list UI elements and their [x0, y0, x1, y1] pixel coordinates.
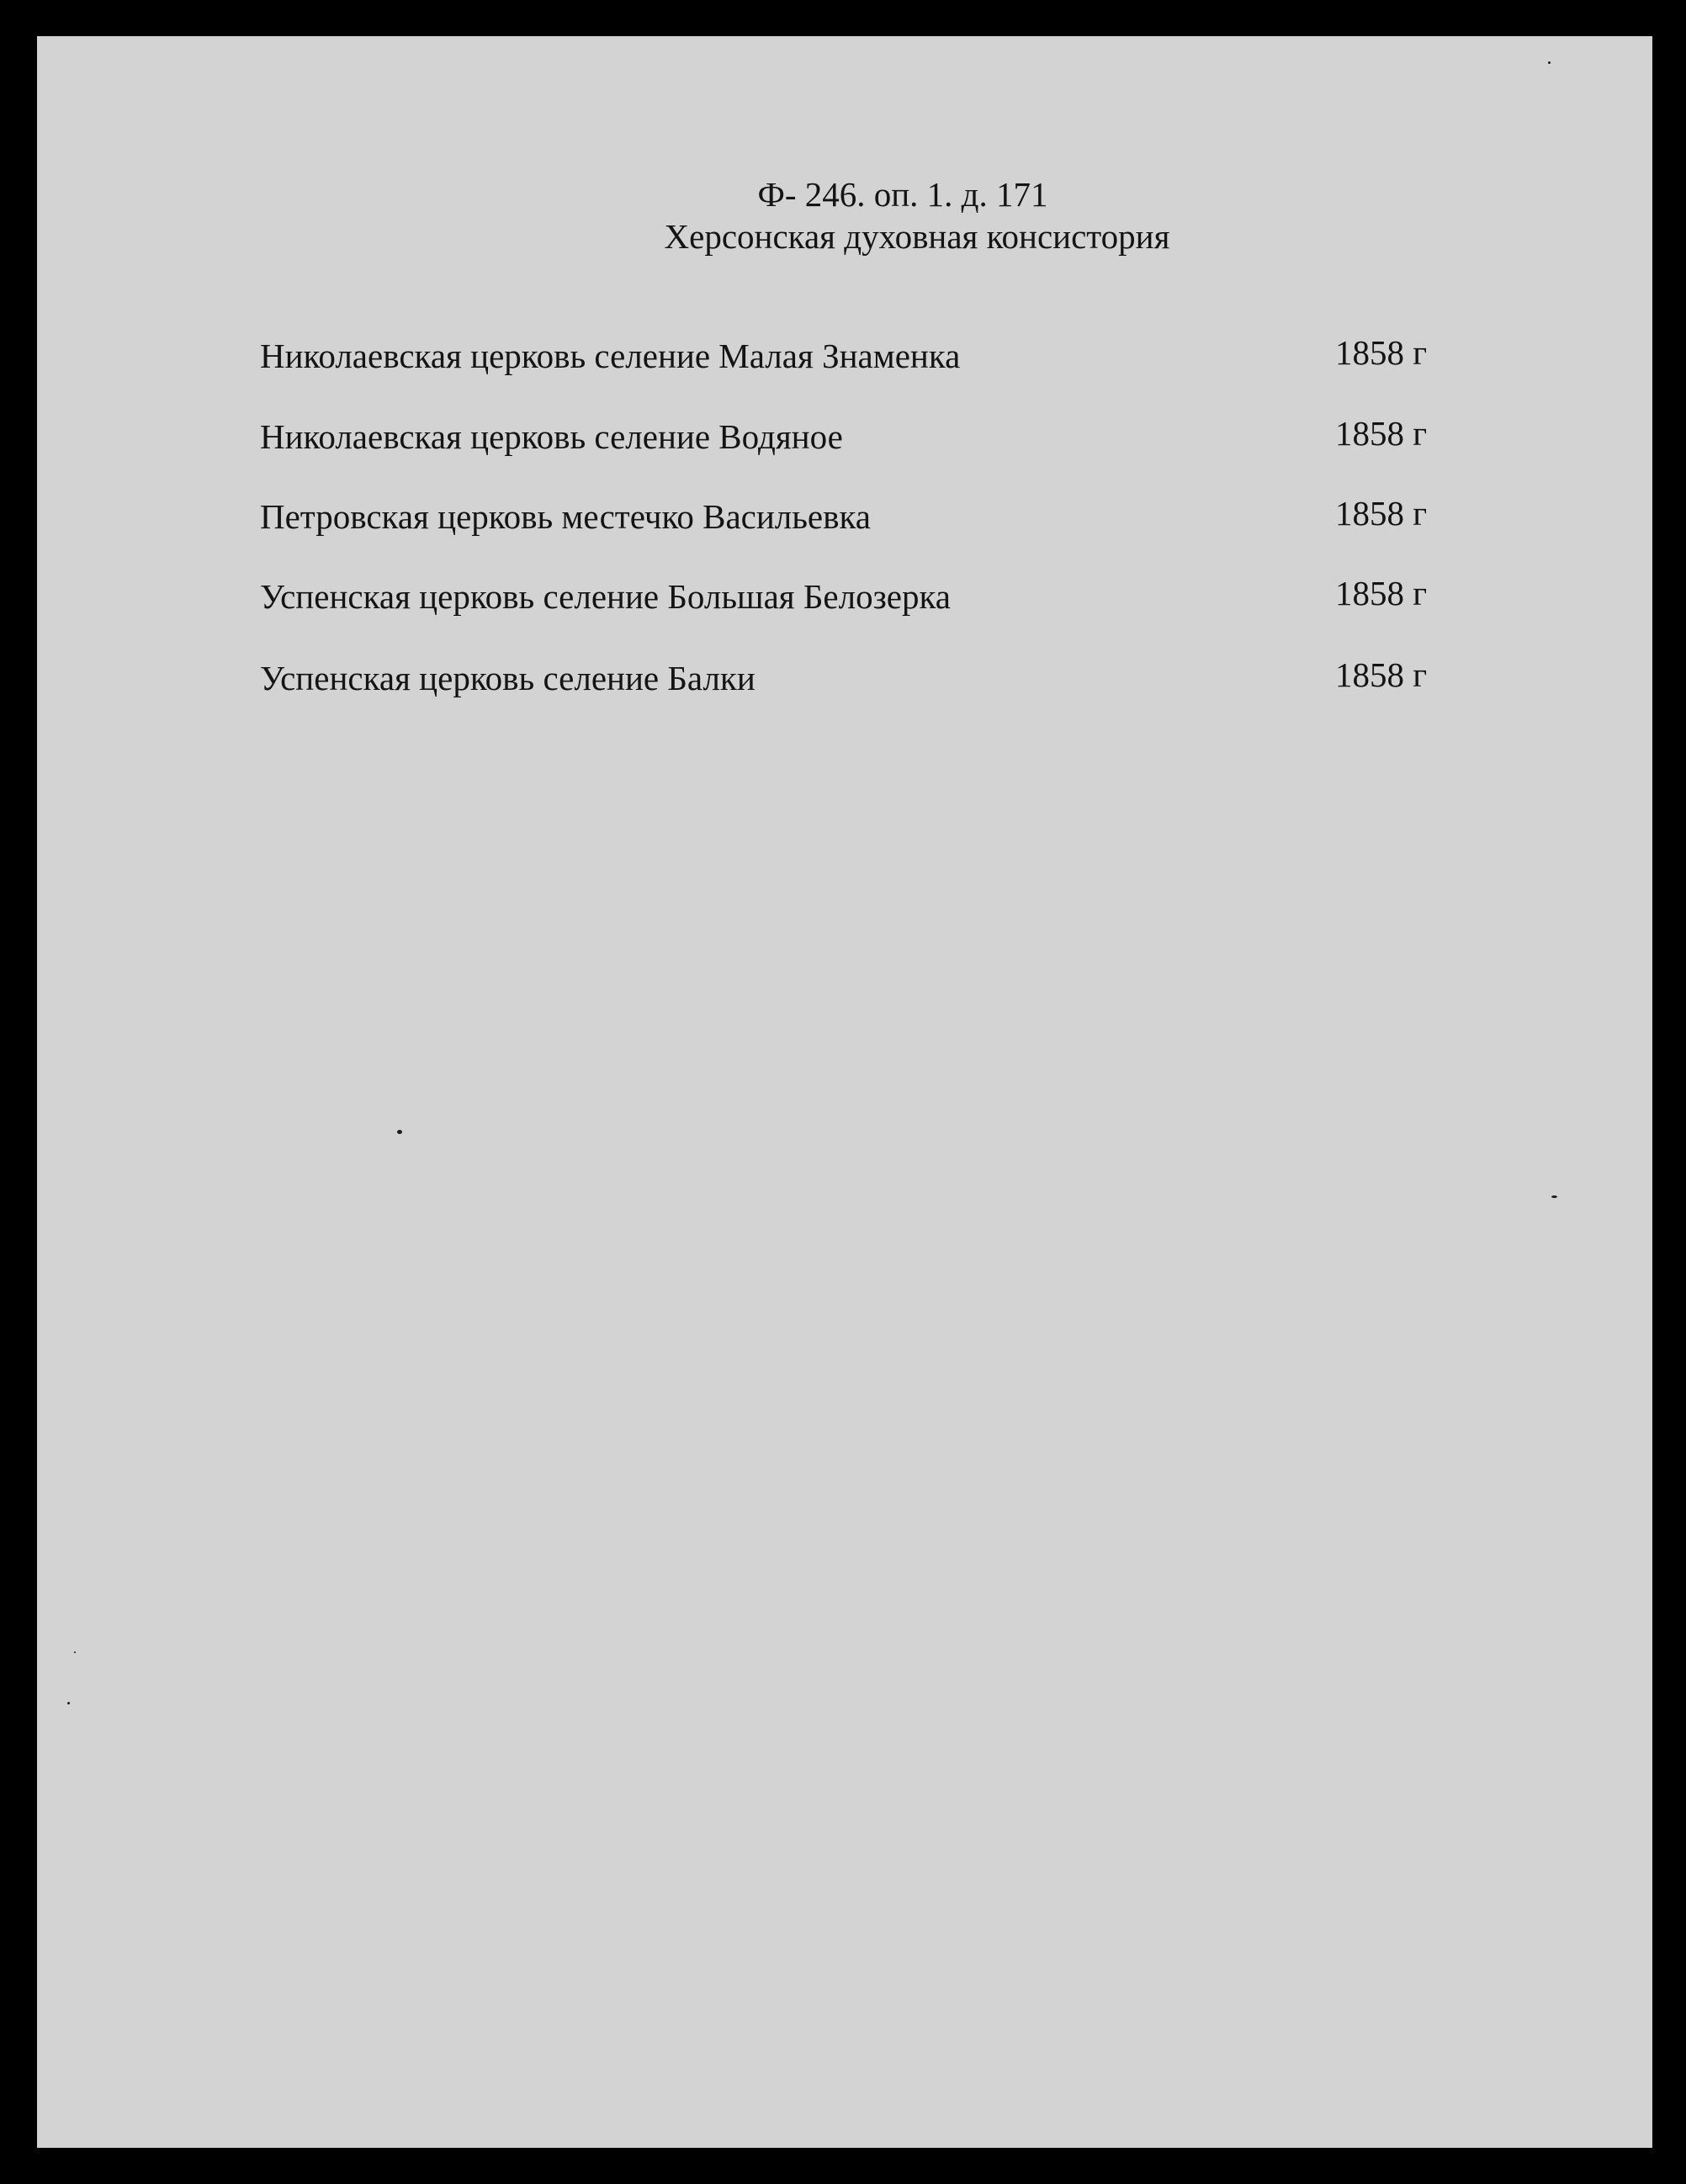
entry-year: 1858 г — [1335, 333, 1428, 372]
church-name: Николаевская церковь селение Водяное — [260, 417, 843, 456]
church-name: Николаевская церковь селение Малая Знаменка — [260, 337, 961, 375]
list-item — [260, 416, 1455, 458]
paper-speck — [74, 1651, 76, 1653]
entry-year: 1858 г — [1335, 414, 1428, 453]
list-item — [260, 335, 1455, 377]
entry-year: 1858 г — [1335, 574, 1428, 612]
entry-year: 1858 г — [1335, 494, 1428, 533]
paper-speck — [1548, 61, 1551, 64]
organization-title: Херсонская духовная консистория — [664, 217, 1170, 256]
archive-reference: Ф- 246. оп. 1. д. 171 — [757, 175, 1048, 214]
paper-speck — [1551, 1195, 1557, 1198]
list-item — [260, 575, 1455, 618]
document-page — [37, 36, 1652, 2148]
paper-speck — [67, 1702, 70, 1704]
list-item — [260, 496, 1455, 538]
church-name: Успенская церковь селение Большая Белозерка — [260, 577, 951, 616]
church-name: Успенская церковь селение Балки — [260, 659, 756, 697]
paper-speck — [397, 1130, 402, 1134]
church-name: Петровская церковь местечко Васильевка — [260, 497, 871, 536]
list-item — [260, 657, 1455, 699]
entry-year: 1858 г — [1335, 655, 1428, 694]
